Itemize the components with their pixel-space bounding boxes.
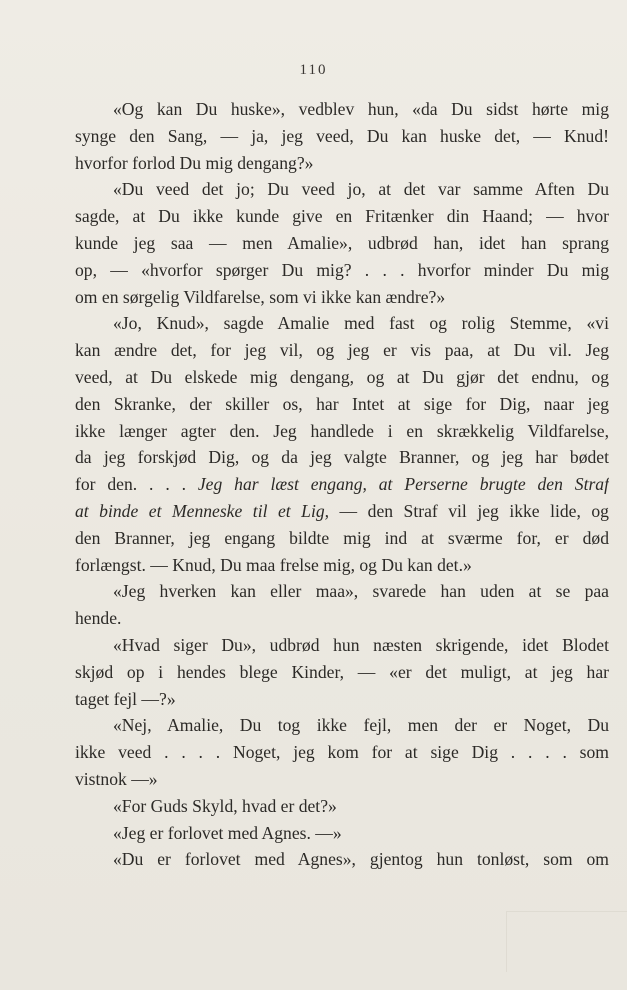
text-line xyxy=(75,337,609,364)
text-line xyxy=(75,123,609,150)
text-line xyxy=(75,578,609,605)
text-line xyxy=(75,552,609,579)
line-text: hende. xyxy=(75,608,122,629)
line-text: op, — «hvorfor spørger Du mig? . . . hvorfor minder Du mig xyxy=(75,259,609,280)
line-text: kan ændre det, for jeg vil, og jeg er vis paa, at Du vil. Jeg xyxy=(75,340,609,361)
line-text: veed, at Du elskede mig dengang, og at Du gjør det endnu, og xyxy=(75,366,609,387)
text-line xyxy=(75,257,609,284)
text-line xyxy=(75,846,609,873)
line-text: den Branner, jeg engang bildte mig ind at sværme for, er død xyxy=(75,527,609,548)
line-text: «Jo, Knud», sagde Amalie med fast og rolig Stemme, «vi xyxy=(113,313,609,334)
line-text: kunde jeg saa — men Amalie», udbrød han, idet han sprang xyxy=(75,232,609,253)
line-text: «Hvad siger Du», udbrød hun næsten skrigende, idet Blodet xyxy=(113,634,609,655)
line-text: «Og kan Du huske», vedblev hun, «da Du sidst hørte mig xyxy=(113,99,609,119)
line-text: for den. . . . xyxy=(75,474,186,495)
text-line xyxy=(75,820,609,847)
text-line xyxy=(75,418,609,445)
text-line xyxy=(75,176,609,203)
page-corner-mark xyxy=(506,911,627,972)
line-text: sagde, at Du ikke kunde give en Fritænker din Haand; — hvor xyxy=(75,206,609,227)
line-text: ikke veed . . . . Noget, jeg kom for at sige Dig . . . . som xyxy=(75,742,609,763)
text-line xyxy=(75,203,609,230)
text-line xyxy=(75,471,609,498)
text-line xyxy=(75,632,609,659)
line-text: «Du er forlovet med Agnes», gjentog hun tonløst, som om xyxy=(113,849,609,870)
text-line xyxy=(75,659,609,686)
text-line xyxy=(75,96,609,123)
text-line xyxy=(75,498,609,525)
body-text xyxy=(75,96,609,873)
page-number: 110 xyxy=(299,62,328,78)
text-line xyxy=(75,310,609,337)
line-text: om en sørgelig Vildfarelse, som vi ikke kan ændre?» xyxy=(75,286,446,307)
line-text: synge den Sang, — ja, jeg veed, Du kan huske det, — Knud! xyxy=(75,125,609,146)
text-line xyxy=(75,230,609,257)
text-line xyxy=(75,766,609,793)
line-text: skjød op i hendes blege Kinder, — «er det muligt, at jeg har xyxy=(75,661,609,682)
line-text: «Jeg hverken kan eller maa», svarede han uden at se paa xyxy=(113,581,609,602)
line-text: «Jeg er forlovet med Agnes. —» xyxy=(113,822,342,843)
text-line xyxy=(75,150,609,177)
text-line xyxy=(75,284,609,311)
line-text: forlængst. — Knud, Du maa frelse mig, og Du kan det.» xyxy=(75,554,472,575)
text-line xyxy=(75,739,609,766)
text-line xyxy=(75,391,609,418)
line-text: den Skranke, der skiller os, har Intet at sige for Dig, naar jeg xyxy=(75,393,609,414)
text-line xyxy=(75,793,609,820)
line-text: «Du veed det jo; Du veed jo, at det var samme Aften Du xyxy=(113,179,609,200)
text-line xyxy=(75,686,609,713)
text-line xyxy=(75,444,609,471)
line-text: «Nej, Amalie, Du tog ikke fejl, men der er Noget, Du xyxy=(113,715,609,736)
text-line xyxy=(75,605,609,632)
line-text: taget fejl —?» xyxy=(75,688,176,709)
text-line xyxy=(75,525,609,552)
line-text: hvorfor forlod Du mig dengang?» xyxy=(75,152,314,173)
italic-text: at binde et Menneske til et Lig, xyxy=(75,500,330,521)
line-text: — den Straf vil jeg ikke lide, og xyxy=(329,500,609,521)
text-line xyxy=(75,712,609,739)
italic-text: Jeg har læst engang, at Perserne brugte den Straf xyxy=(197,474,609,495)
line-text: da jeg forskjød Dig, og da jeg valgte Branner, og jeg har bødet xyxy=(75,447,609,468)
line-text: «For Guds Skyld, hvad er det?» xyxy=(113,795,337,816)
line-text: vistnok —» xyxy=(75,768,158,789)
line-text: ikke længer agter den. Jeg handlede i en skrækkelig Vildfarelse, xyxy=(75,420,609,441)
text-line xyxy=(75,364,609,391)
